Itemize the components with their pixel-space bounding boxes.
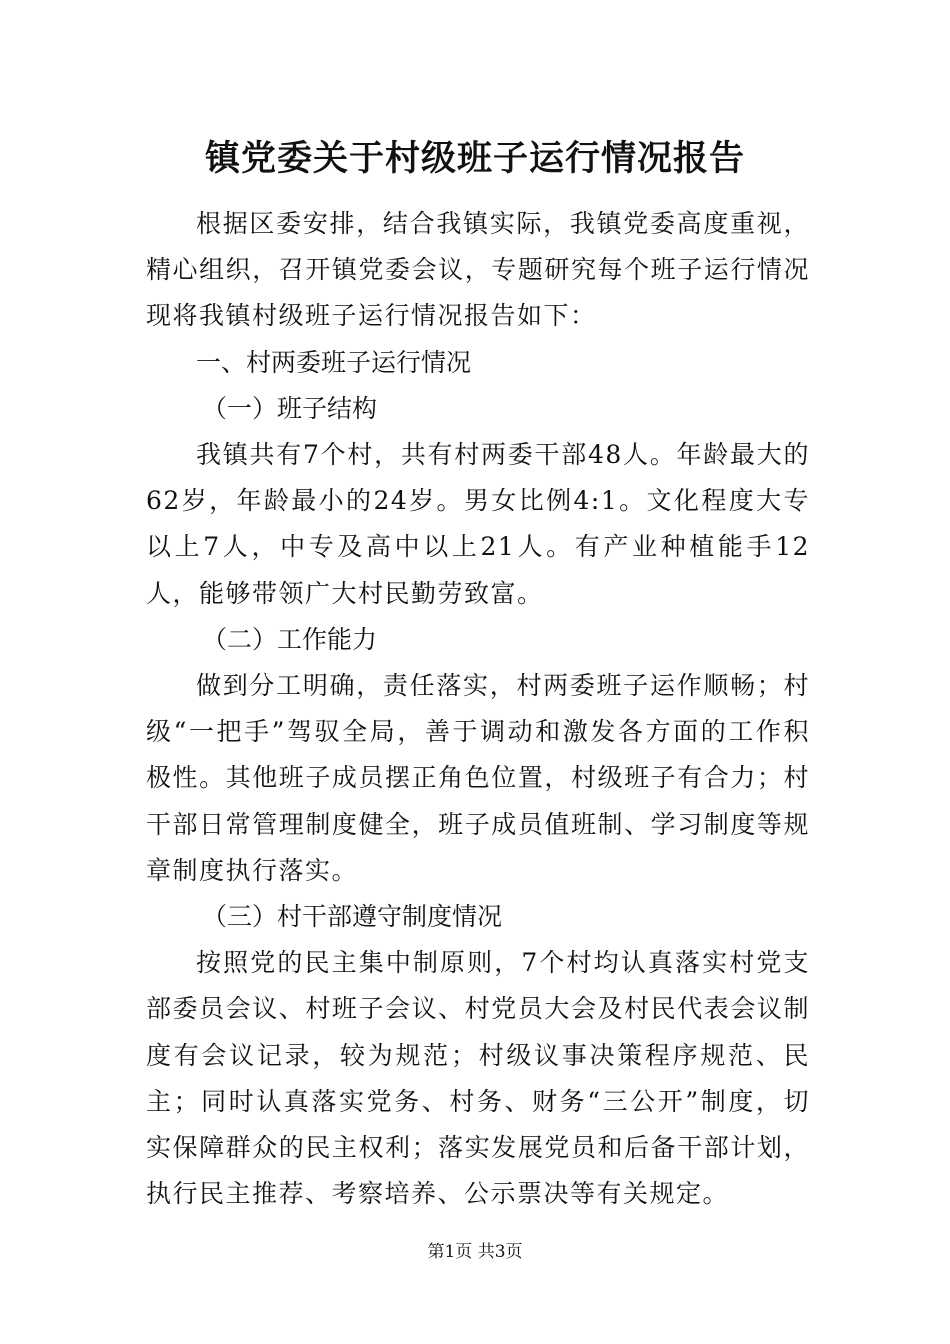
subsection-heading-rules: （三）村干部遵守制度情况 [202, 902, 503, 932]
structure-paragraph: 我镇共有7个村，共有村两委干部48人。年龄最大的62岁，年龄最小的24岁。男女比例4:1。文化程度大专以上7人，中专及高中以上21人。有产业种植能手12人，能够带领广大村民勤劳致富。 [146, 440, 810, 608]
subsection-heading-structure: （一）班子结构 [202, 393, 378, 423]
intro-paragraph: 根据区委安排，结合我镇实际，我镇党委高度重视，精心组织，召开镇党委会议，专题研究每个班子运行情况现将我镇村级班子运行情况报告如下： [146, 209, 810, 331]
document-title: 镇党委关于村级班子运行情况报告 [204, 138, 745, 179]
document-body [146, 201, 810, 1217]
page-footer: 第1页 共3页 [427, 1242, 523, 1262]
section-heading: 一、村两委班子运行情况 [196, 347, 472, 377]
rules-paragraph: 按照党的民主集中制原则，7个村均认真落实村党支部委员会议、村班子会议、村党员大会及村民代表会议制度有会议记录，较为规范；村级议事决策程序规范、民主；同时认真落实党务、村务、财务“三公开”制度，切实保障群众的民主权利；落实发展党员和后备干部计划，执行民主推荐、考察培养、公示票决等有关规定。 [146, 948, 810, 1209]
subsection-heading-ability: （二）工作能力 [202, 624, 378, 654]
ability-paragraph: 做到分工明确，责任落实，村两委班子运作顺畅；村级“一把手”驾驭全局，善于调动和激发各方面的工作积极性。其他班子成员摆正角色位置，村级班子有合力；村干部日常管理制度健全，班子成员值班制、学习制度等规章制度执行落实。 [146, 671, 810, 885]
